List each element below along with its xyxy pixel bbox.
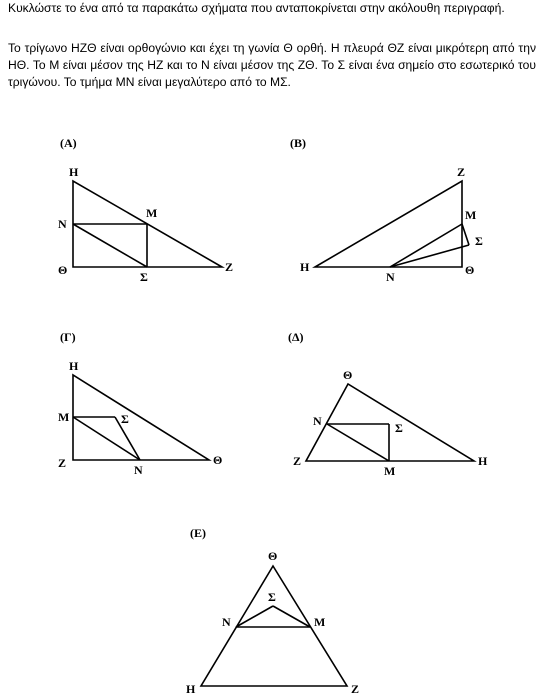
- figure-b-triangle: [315, 181, 462, 267]
- figure-g-vertex-z: Ζ: [58, 456, 67, 470]
- figure-a-vertex-th: Θ: [58, 263, 68, 277]
- figure-a-vertex-s: Σ: [140, 270, 148, 284]
- figure-g-vertex-h: Η: [69, 359, 79, 373]
- figure-b-segment-ms: [462, 224, 469, 245]
- figure-e-vertex-z: Ζ: [351, 682, 360, 696]
- figure-b-vertex-th: Θ: [465, 263, 475, 277]
- figure-d-vertex-th: Θ: [343, 368, 353, 382]
- figure-b[interactable]: [300, 165, 483, 284]
- figure-a-label[interactable]: (A): [60, 136, 77, 150]
- figure-d-label[interactable]: (Δ): [288, 330, 304, 344]
- figure-g-segment-mn: [73, 417, 140, 460]
- figure-d-triangle: [306, 384, 474, 461]
- figure-a-segment-ns: [73, 224, 147, 267]
- figure-d-vertex-m: Μ: [384, 464, 396, 478]
- instructions-text: Κυκλώστε το ένα από τα παρακάτω σχήματα που ανταποκρίνεται στην ακόλουθη περιγραφή.: [8, 1, 505, 15]
- figure-a-vertex-h: Η: [69, 165, 79, 179]
- figure-d-vertex-n: Ν: [313, 414, 322, 428]
- figure-b-vertex-h: Η: [300, 260, 310, 274]
- figure-d-segment-nm: [327, 424, 389, 461]
- figure-g-label[interactable]: (Γ): [60, 330, 76, 344]
- figure-e-label[interactable]: (E): [190, 526, 206, 540]
- description-text: Το τρίγωνο ΗΖΘ είναι ορθογώνιο και έχει τη γωνία Θ ορθή. Η πλευρά ΘΖ είναι μικρότερη από την ΗΘ. Το Μ είναι μέσον της ΗΖ και το Ν είναι μέσον της ΖΘ. Το Σ είναι ένα σημείο στο εσωτερικό του τριγώνου. Το τμήμα ΜΝ είναι μεγαλύτερο από το ΜΣ.: [8, 41, 536, 89]
- figure-b-vertex-z: Ζ: [457, 165, 466, 179]
- figure-e-vertex-th: Θ: [268, 549, 278, 563]
- figure-g-vertex-th: Θ: [213, 453, 223, 467]
- figure-e-vertex-s: Σ: [268, 590, 276, 604]
- figure-a-vertex-n: Ν: [58, 217, 67, 231]
- figure-d-vertex-z: Ζ: [293, 454, 302, 468]
- figure-b-vertex-m: Μ: [465, 208, 477, 222]
- figure-b-segment-nm: [390, 224, 462, 267]
- figure-a[interactable]: [58, 165, 233, 284]
- figure-g-vertex-n: Ν: [134, 463, 143, 477]
- figure-g-vertex-m: Μ: [58, 410, 70, 424]
- figure-e[interactable]: [186, 549, 359, 696]
- figure-d-vertex-s: Σ: [395, 421, 403, 435]
- figure-a-vertex-z: Ζ: [225, 260, 234, 274]
- figure-d[interactable]: [293, 368, 488, 478]
- figure-b-label[interactable]: (B): [290, 136, 306, 150]
- figure-b-segment-ns: [390, 245, 469, 267]
- figure-e-vertex-m: Μ: [314, 615, 326, 629]
- figure-b-vertex-n: Ν: [386, 270, 395, 284]
- figure-g-vertex-s: Σ: [121, 412, 129, 426]
- figure-e-vertex-n: Ν: [222, 615, 231, 629]
- figure-e-segment-ns: [236, 606, 273, 627]
- figure-e-vertex-h: Η: [186, 682, 196, 696]
- figure-d-vertex-h: Η: [478, 454, 488, 468]
- figure-g[interactable]: [58, 359, 222, 477]
- figure-b-vertex-s: Σ: [475, 234, 483, 248]
- figure-a-vertex-m: Μ: [146, 206, 158, 220]
